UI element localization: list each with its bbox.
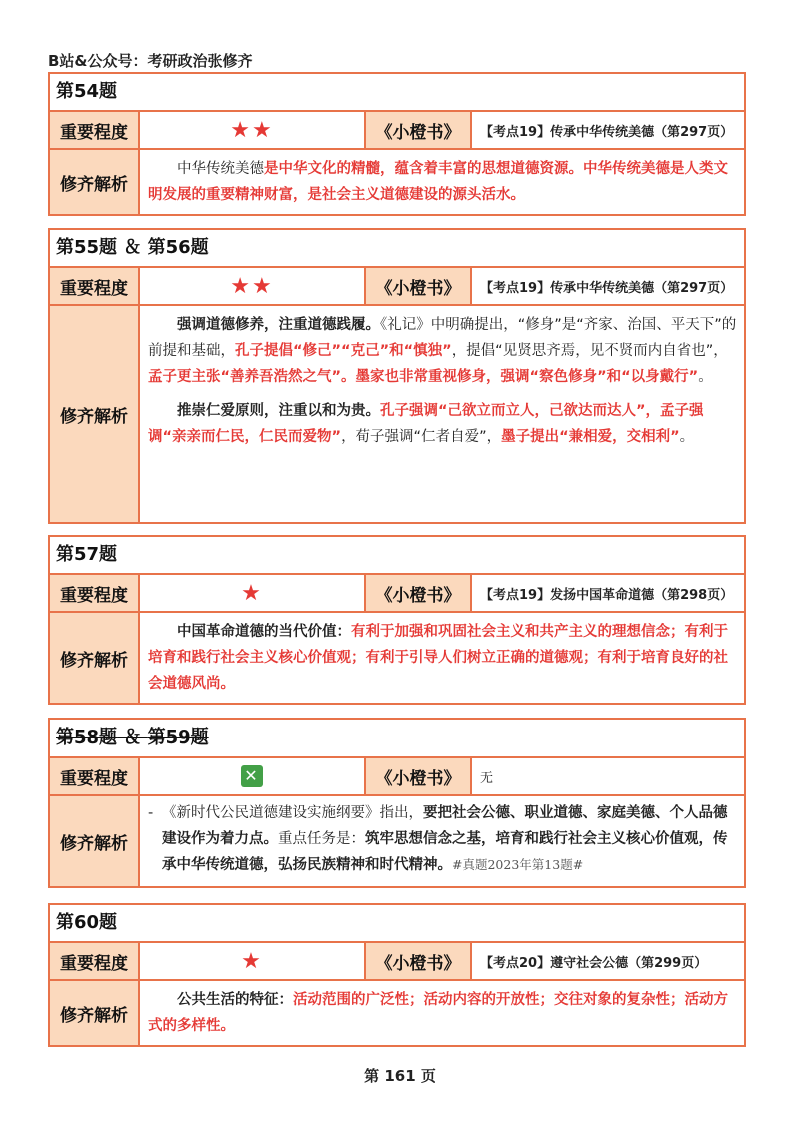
importance-label: 重要程度 bbox=[50, 268, 140, 304]
importance-row bbox=[50, 943, 744, 981]
text-highlight: 孟子更主张“善养吾浩然之气”。墨家也非常重视修身，强调“察色修身”和“以身戴行” bbox=[148, 369, 699, 385]
text-normal: ，荀子强调“仁者自爱”， bbox=[341, 429, 502, 445]
book-label: 《小橙书》 bbox=[366, 268, 472, 304]
question-title: 第55题 ＆ 第56题 bbox=[50, 230, 744, 268]
text-bold: 要把社会公德、职业道德、家庭美德、个人品德建设作为着力点。 bbox=[162, 805, 728, 847]
text-normal: 。 bbox=[679, 429, 695, 445]
analysis-label: 修齐解析 bbox=[50, 150, 140, 214]
page-number: 第 161 页 bbox=[364, 1067, 436, 1085]
question-block-54 bbox=[48, 72, 746, 216]
question-title: 第60题 bbox=[50, 905, 744, 943]
analysis-row bbox=[50, 796, 744, 886]
text-bold: 推崇仁爱原则，注重以和为贵。 bbox=[177, 403, 380, 419]
analysis-content bbox=[140, 613, 744, 703]
exam-point: 【考点19】传承中华传统美德（第297页） bbox=[480, 280, 734, 296]
text-normal: 《礼记》中明确提出，“修身”是“齐家、治国、平天下”的前提和基础， bbox=[148, 317, 737, 359]
analysis-label: 修齐解析 bbox=[50, 796, 140, 886]
title-first: 第58题 bbox=[56, 727, 118, 748]
text-highlight: 墨子提出“兼相爱，交相利” bbox=[501, 429, 680, 445]
question-block-58-59 bbox=[48, 718, 746, 888]
star-rating: ★★ bbox=[140, 112, 366, 148]
text-bold: 中国革命道德的当代价值： bbox=[177, 624, 351, 640]
importance-label: 重要程度 bbox=[50, 758, 140, 794]
question-block-57 bbox=[48, 535, 746, 705]
analysis-content bbox=[140, 796, 744, 886]
star-rating: ★ bbox=[140, 943, 366, 979]
importance-row bbox=[50, 575, 744, 613]
book-label: 《小橙书》 bbox=[366, 758, 472, 794]
text-highlight: 孔子提倡“修己”“克己”和“慎独” bbox=[235, 343, 452, 359]
analysis-row bbox=[50, 981, 744, 1045]
exam-tag: #真题2023年第13题# bbox=[452, 857, 584, 872]
question-title bbox=[50, 720, 744, 758]
importance-label: 重要程度 bbox=[50, 112, 140, 148]
cross-mark-icon: ✕ bbox=[241, 765, 263, 787]
analysis-row bbox=[50, 613, 744, 703]
analysis-content bbox=[140, 306, 744, 522]
exam-point: 【考点20】遵守社会公德（第299页） bbox=[480, 955, 708, 971]
analysis-label: 修齐解析 bbox=[50, 613, 140, 703]
book-label: 《小橙书》 bbox=[366, 575, 472, 611]
question-block-55-56 bbox=[48, 228, 746, 524]
text-highlight: 活动范围的广泛性；活动内容的开放性；交往对象的复杂性；活动方式的多样性。 bbox=[148, 992, 728, 1034]
analysis-label: 修齐解析 bbox=[50, 981, 140, 1045]
text-normal: 重点任务是： bbox=[278, 831, 365, 847]
analysis-content bbox=[140, 150, 744, 214]
text-normal: 《新时代公民道德建设实施纲要》指出， bbox=[162, 805, 423, 821]
exam-point: 无 bbox=[480, 770, 494, 786]
importance-row bbox=[50, 758, 744, 796]
analysis-row bbox=[50, 150, 744, 214]
bullet-dash: - bbox=[148, 805, 154, 821]
importance-value bbox=[140, 758, 366, 794]
analysis-row bbox=[50, 306, 744, 522]
text-bold: 强调道德修养，注重道德践履。 bbox=[177, 317, 380, 333]
text-highlight: 有利于加强和巩固社会主义和共产主义的理想信念；有利于培育和践行社会主义核心价值观；有利于引导人们树立正确的道德观；有利于培育良好的社会道德风尚。 bbox=[148, 624, 728, 692]
text-bold: 公共生活的特征： bbox=[177, 992, 293, 1008]
text-normal: ，提倡“见贤思齐焉，见不贤而内自省也”， bbox=[451, 343, 728, 359]
question-title: 第54题 bbox=[50, 74, 744, 112]
importance-label: 重要程度 bbox=[50, 943, 140, 979]
exam-point: 【考点19】传承中华传统美德（第297页） bbox=[480, 124, 734, 140]
analysis-label: 修齐解析 bbox=[50, 306, 140, 522]
text-highlight: 孔子强调“己欲立而立人，己欲达而达人”，孟子强调“亲亲而仁民，仁民而爱物” bbox=[148, 403, 704, 445]
page-header: B站&公众号：考研政治张修齐 bbox=[48, 52, 253, 70]
title-second: 第59题 bbox=[147, 727, 209, 748]
importance-row bbox=[50, 268, 744, 306]
text-normal: 中华传统美德 bbox=[177, 161, 264, 177]
title-separator: ＆ bbox=[117, 727, 148, 748]
analysis-content bbox=[140, 981, 744, 1045]
star-rating: ★★ bbox=[140, 268, 366, 304]
text-normal: 。 bbox=[698, 369, 713, 385]
importance-row bbox=[50, 112, 744, 150]
question-block-60 bbox=[48, 903, 746, 1047]
text-highlight: 是中华文化的精髓，蕴含着丰富的思想道德资源。中华传统美德是人类文明发展的重要精神财富，是社会主义道德建设的源头活水。 bbox=[148, 161, 728, 203]
importance-label: 重要程度 bbox=[50, 575, 140, 611]
question-title: 第57题 bbox=[50, 537, 744, 575]
exam-point: 【考点19】发扬中国革命道德（第298页） bbox=[480, 587, 734, 603]
text-bold: 筑牢思想信念之基，培育和践行社会主义核心价值观，传承中华传统道德，弘扬民族精神和时代精神。 bbox=[162, 831, 728, 873]
book-label: 《小橙书》 bbox=[366, 943, 472, 979]
book-label: 《小橙书》 bbox=[366, 112, 472, 148]
star-rating: ★ bbox=[140, 575, 366, 611]
